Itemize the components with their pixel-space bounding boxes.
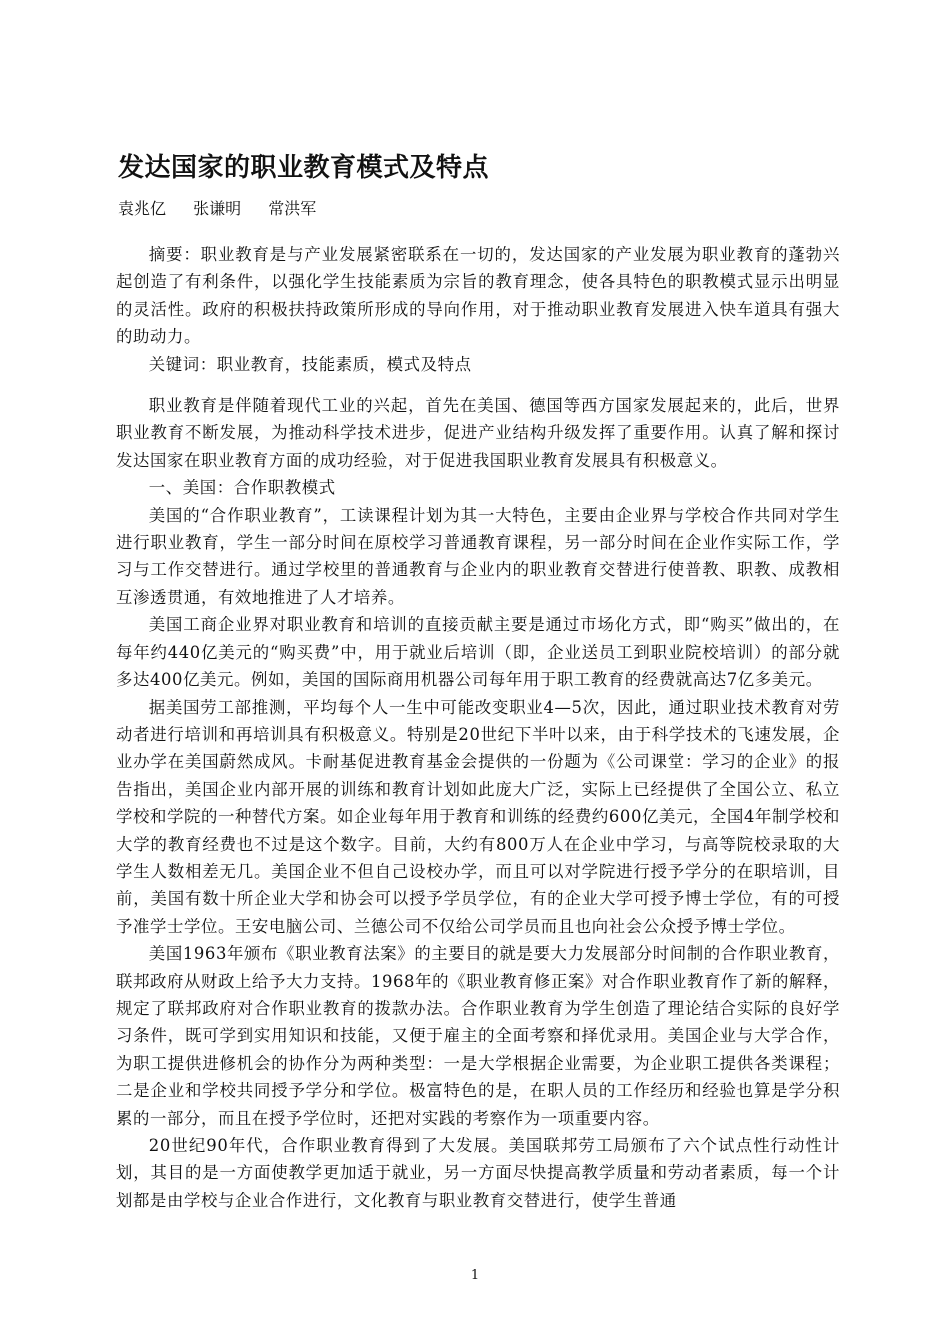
body-paragraph: 美国的“合作职业教育”，工读课程计划为其一大特色，主要由企业界与学校合作共同对学生进行职业教育，学生一部分时间在原校学习普通教育课程，另一部分时间在企业作实际工作，学习与工作交替进行。通过学校里的普通教育与企业内的职业教育交替进行使普教、职教、成教相互渗透贯通，有效地推进了人才培养。 xyxy=(116,505,840,607)
author-name: 常洪军 xyxy=(268,199,317,218)
document-title: 发达国家的职业教育模式及特点 xyxy=(118,153,490,183)
author-name: 袁兆亿 xyxy=(118,199,167,218)
body-paragraph: 20世纪90年代，合作职业教育得到了大发展。美国联邦劳工局颁布了六个试点性行动性计划，其目的是一方面使教学更加适于就业，另一方面尽快提高教学质量和劳动者素质，每一个计划都是由学校与企业合作进行，文化教育与职业教育交替进行，使学生普通 xyxy=(116,1136,840,1210)
author-list xyxy=(118,197,338,221)
body-paragraph: 据美国劳工部推测，平均每个人一生中可能改变职业4—5次，因此，通过职业技术教育对劳动者进行培训和再培训具有积极意义。特别是20世纪下半叶以来，由于科学技术的飞速发展，企业办学在美国蔚然成风。卡耐基促进教育基金会提供的一份题为《公司课堂：学习的企业》的报告指出，美国企业内部开展的训练和教育计划如此庞大广泛，实际上已经提供了全国公立、私立学校和学院的一种替代方案。如企业每年用于教育和训练的经费约600亿美元，全国4年制学校和大学的教育经费也不过是这个数字。目前，大约有800万人在企业中学习，与高等院校录取的大学生人数相差无几。美国企业不但自己设校办学，而且可以对学院进行授予学分的在职培训，目前，美国有数十所企业大学和协会可以授予学员学位，有的企业大学可授予博士学位，有的可授予准学士学位。王安电脑公司、兰德公司不仅给公司学员而且也向社会公众授予博士学位。 xyxy=(116,697,840,936)
abstract-paragraph: 摘要：职业教育是与产业发展紧密联系在一切的，发达国家的产业发展为职业教育的蓬勃兴起创造了有利条件，以强化学生技能素质为宗旨的教育理念，使各具特色的职教模式显示出明显的灵活性。政府的积极扶持政策所形成的导向作用，对于推动职业教育发展进入快车道具有强大的助动力。 xyxy=(116,245,840,347)
body-paragraph: 职业教育是伴随着现代工业的兴起，首先在美国、德国等西方国家发展起来的，此后，世界职业教育不断发展，为推动科学技术进步，促进产业结构升级发挥了重要作用。认真了解和探讨发达国家在职业教育方面的成功经验，对于促进我国职业教育发展具有积极意义。 xyxy=(116,396,840,470)
body-paragraph: 美国1963年颁布《职业教育法案》的主要目的就是要大力发展部分时间制的合作职业教育，联邦政府从财政上给予大力支持。1968年的《职业教育修正案》对合作职业教育作了新的解释，规定了联邦政府对合作职业教育的拨款办法。合作职业教育为学生创造了理论结合实际的良好学习条件，既可学到实用知识和技能，又便于雇主的全面考察和择优录用。美国企业与大学合作，为职工提供进修机会的协作分为两种类型：一是大学根据企业需要，为企业职工提供各类课程；二是企业和学校共同授予学分和学位。极富特色的是，在职人员的工作经历和经验也算是学分积累的一部分，而且在授予学位时，还把对实践的考察作为一项重要内容。 xyxy=(116,944,840,1128)
document-body xyxy=(116,241,840,1214)
page-number: 1 xyxy=(470,1268,480,1283)
body-paragraph: 美国工商企业界对职业教育和培训的直接贡献主要是通过市场化方式，即“购买”做出的，在每年约440亿美元的“购买费”中，用于就业后培训（即，企业送员工到职业院校培训）的部分就多达400亿美元。例如，美国的国际商用机器公司每年用于职工教育的经费就高达7亿多美元。 xyxy=(116,615,840,690)
section-heading: 一、美国：合作职教模式 xyxy=(148,478,336,498)
author-name: 张谦明 xyxy=(193,199,242,218)
keywords-line: 关键词：职业教育，技能素质，模式及特点 xyxy=(148,354,472,374)
